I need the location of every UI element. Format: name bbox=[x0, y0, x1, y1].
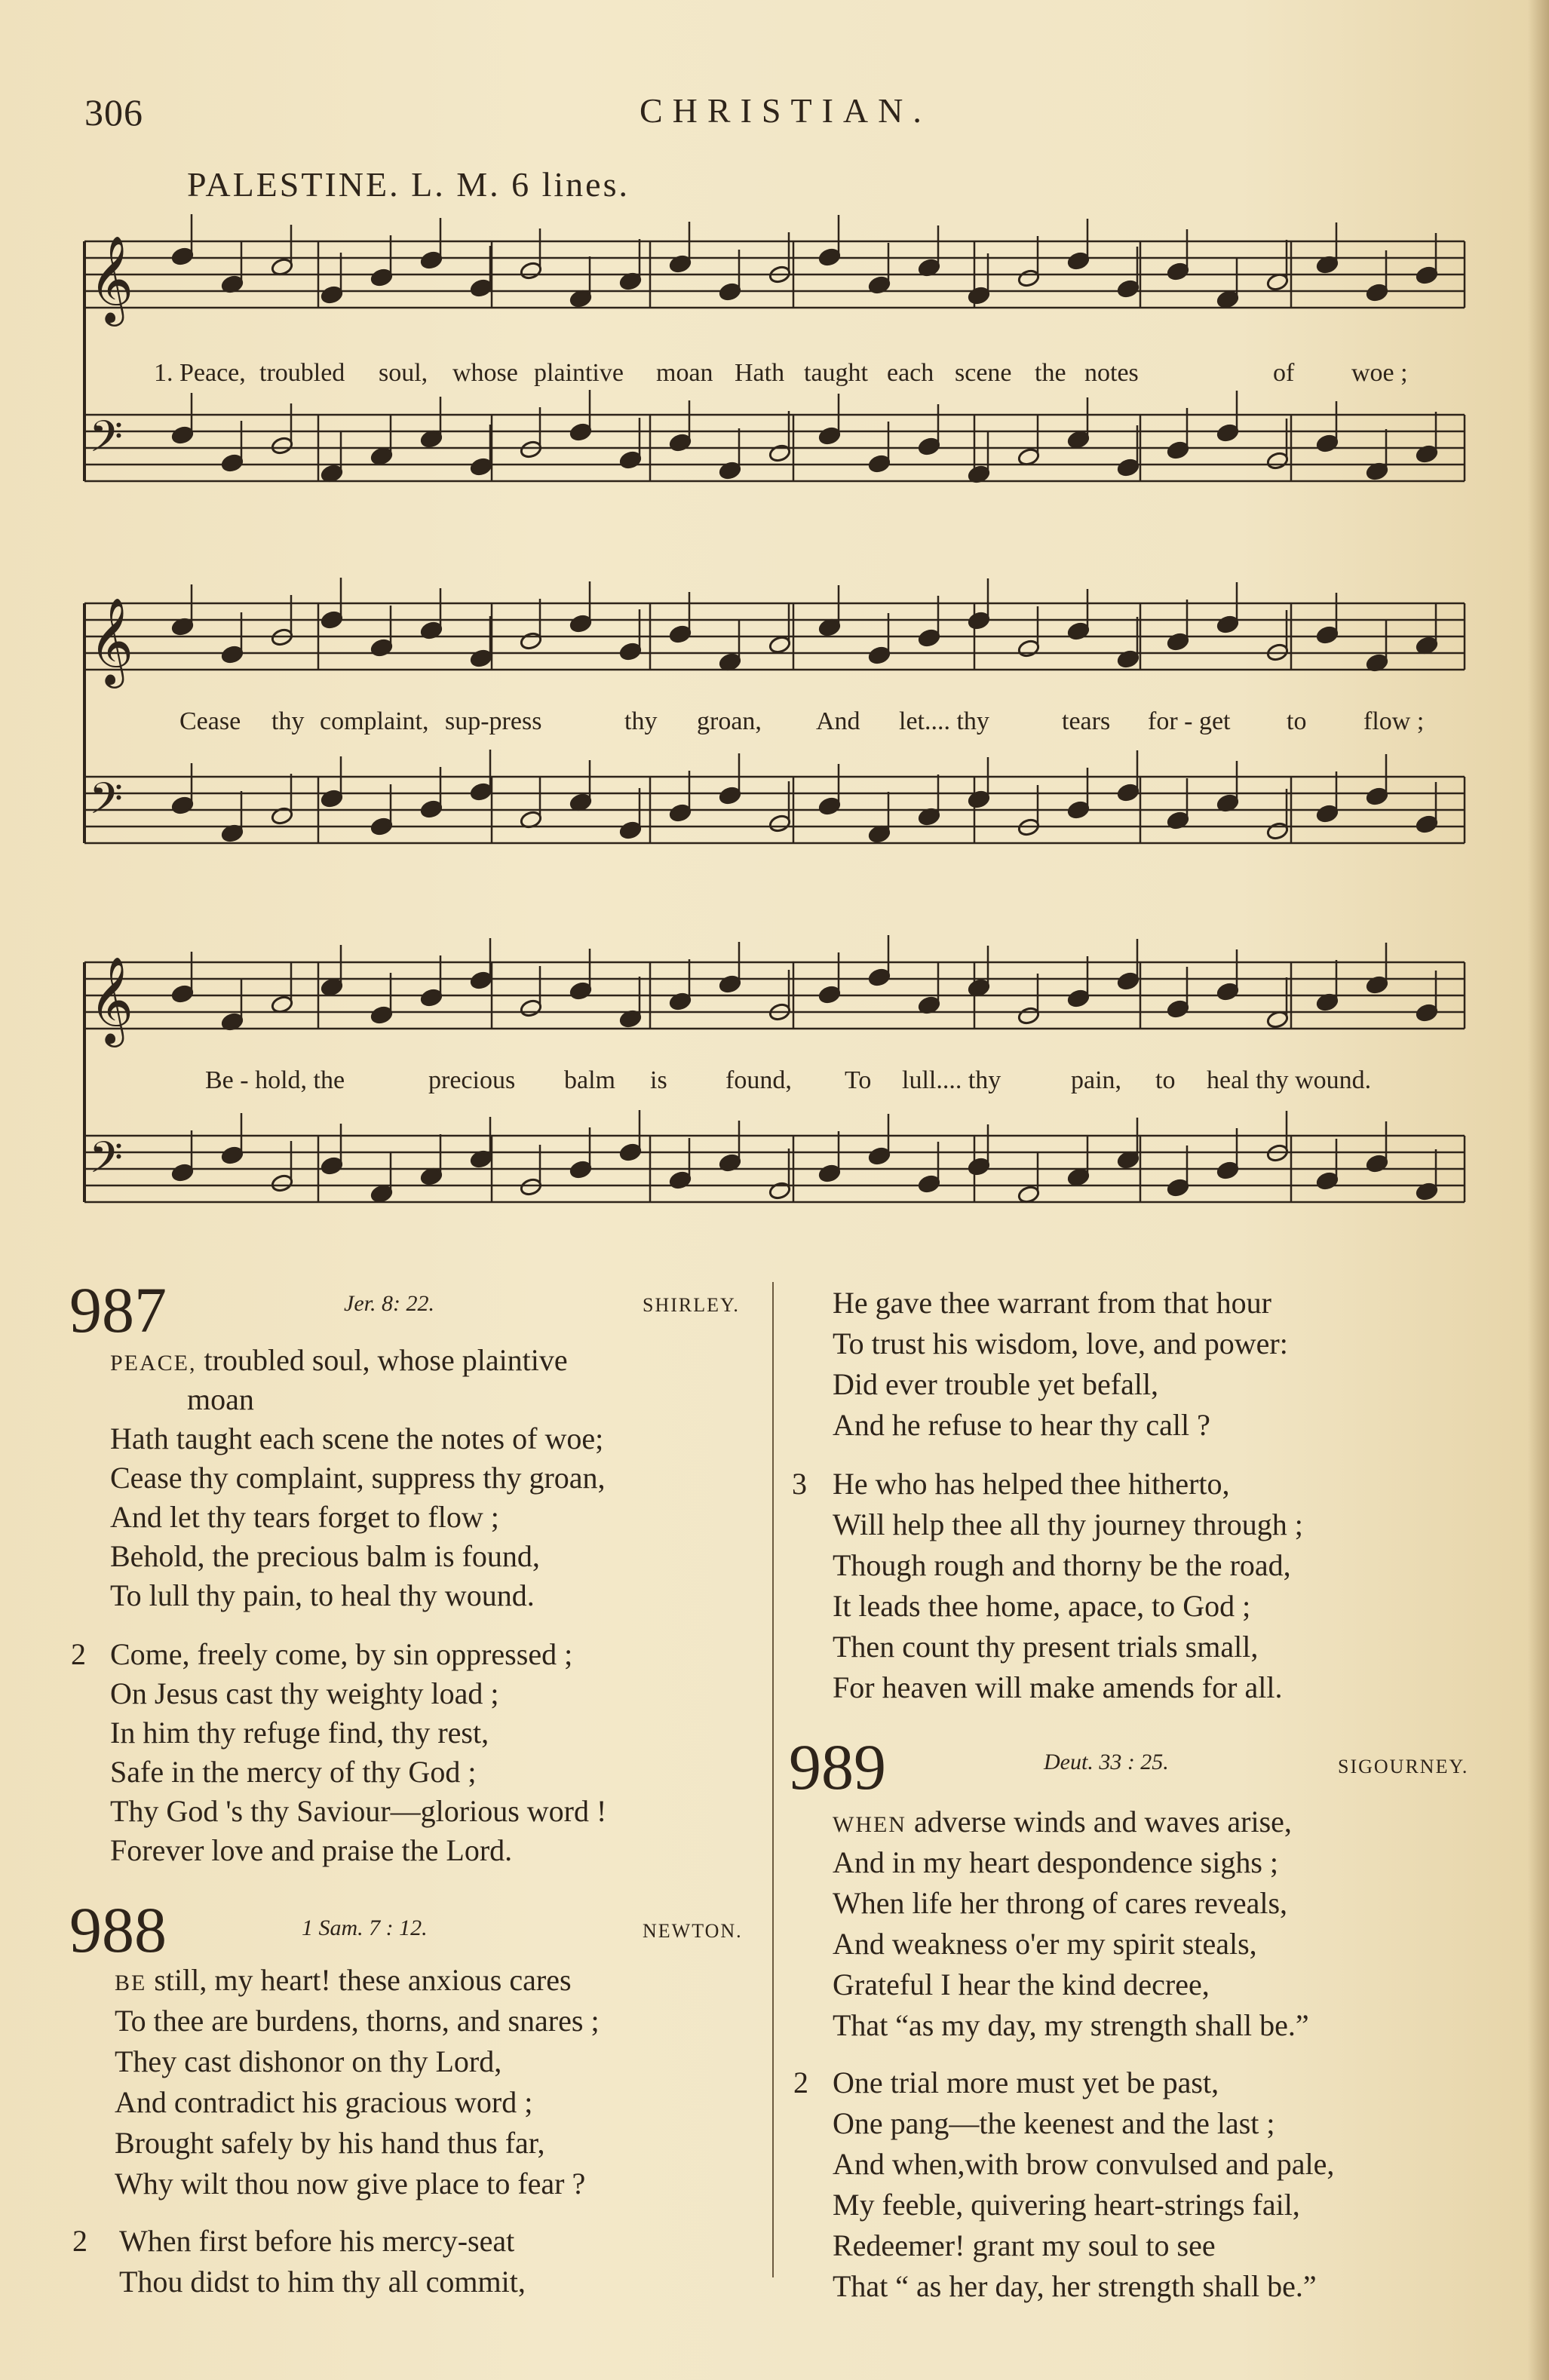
note-head bbox=[221, 453, 244, 473]
lyric-word: of bbox=[1273, 359, 1295, 387]
note-head bbox=[1167, 1178, 1190, 1198]
note-head bbox=[768, 635, 792, 655]
stanza-number: 2 bbox=[72, 2224, 87, 2258]
verse-line: My feeble, quivering heart-strings fail, bbox=[833, 2188, 1300, 2222]
verse-line: moan bbox=[187, 1382, 254, 1416]
note-head bbox=[619, 642, 643, 661]
lyric-word: precious bbox=[428, 1066, 516, 1094]
note-head bbox=[719, 282, 742, 302]
note-head bbox=[321, 285, 344, 305]
lyric-word: moan bbox=[656, 359, 713, 387]
note-head bbox=[1316, 804, 1339, 823]
note-head bbox=[520, 631, 543, 651]
note-head bbox=[1266, 821, 1290, 841]
note-head bbox=[569, 1160, 593, 1179]
treble-clef-icon: 𝄞 bbox=[89, 955, 134, 1044]
verse-line: Cease thy complaint, suppress thy groan, bbox=[110, 1461, 606, 1495]
music-system-1 bbox=[69, 211, 1480, 543]
note-head bbox=[669, 433, 692, 452]
note-head bbox=[321, 977, 344, 997]
note-head bbox=[818, 796, 842, 816]
note-head bbox=[1117, 971, 1140, 991]
note-head bbox=[918, 628, 941, 648]
hymn-author: NEWTON. bbox=[643, 1920, 743, 1942]
hymn-number-987: 987 bbox=[69, 1274, 167, 1346]
verse-line: Forever love and praise the Lord. bbox=[110, 1833, 513, 1867]
note-head bbox=[1167, 440, 1190, 460]
lyric-word: taught bbox=[804, 359, 868, 387]
scripture-reference: 1 Sam. 7 : 12. bbox=[302, 1915, 428, 1940]
note-head bbox=[370, 268, 394, 287]
note-head bbox=[719, 974, 742, 994]
note-head bbox=[370, 817, 394, 836]
hymn-number-989: 989 bbox=[789, 1731, 886, 1803]
verse-line: When first before his mercy-seat bbox=[119, 2224, 515, 2258]
verse-line: Come, freely come, by sin oppressed ; bbox=[110, 1637, 573, 1671]
note-head bbox=[470, 649, 493, 668]
lyric-word: Be - hold, the bbox=[205, 1066, 345, 1094]
note-head bbox=[1216, 1161, 1240, 1180]
note-head bbox=[420, 250, 443, 270]
note-head bbox=[868, 646, 891, 665]
lyric-word: scene bbox=[955, 359, 1012, 387]
note-head bbox=[1067, 800, 1090, 820]
note-head bbox=[1017, 268, 1041, 288]
hymn-author: SHIRLEY. bbox=[643, 1294, 740, 1316]
lyric-word: balm bbox=[564, 1066, 615, 1094]
note-head bbox=[321, 1156, 344, 1176]
lyric-word: tears bbox=[1062, 707, 1111, 735]
verse-line: Redeemer! grant my soul to see bbox=[833, 2228, 1216, 2262]
verse-line: On Jesus cast thy weighty load ; bbox=[110, 1676, 499, 1710]
note-head bbox=[520, 261, 543, 281]
note-head bbox=[1216, 290, 1240, 309]
note-head bbox=[1067, 989, 1090, 1008]
verse-line: To trust his wisdom, love, and power: bbox=[833, 1326, 1288, 1360]
note-head bbox=[768, 443, 792, 463]
lyric-word: the bbox=[1035, 359, 1066, 387]
note-head bbox=[818, 1164, 842, 1183]
note-head bbox=[271, 1173, 294, 1193]
note-head bbox=[1416, 814, 1439, 834]
note-head bbox=[520, 440, 543, 459]
note-head bbox=[520, 998, 543, 1018]
note-head bbox=[420, 988, 443, 1008]
verse-line: And let thy tears forget to flow ; bbox=[110, 1500, 499, 1534]
verse-line: For heaven will make amends for all. bbox=[833, 1670, 1283, 1704]
verse-line: PEACE, troubled soul, whose plaintive bbox=[110, 1343, 568, 1377]
note-head bbox=[918, 1174, 941, 1194]
verse-line: Thou didst to him thy all commit, bbox=[119, 2265, 526, 2299]
note-head bbox=[1416, 265, 1439, 285]
note-head bbox=[1266, 451, 1290, 471]
note-head bbox=[868, 1146, 891, 1166]
lyric-word: And bbox=[816, 707, 860, 735]
note-head bbox=[619, 820, 643, 840]
lyric-word: to bbox=[1287, 707, 1307, 735]
note-head bbox=[1366, 1154, 1389, 1173]
note-head bbox=[669, 624, 692, 644]
treble-clef-icon: 𝄞 bbox=[89, 597, 134, 685]
note-head bbox=[470, 782, 493, 802]
grand-staff-3 bbox=[69, 932, 1480, 1264]
note-head bbox=[1216, 423, 1240, 443]
lyric-word: 1. Peace, bbox=[154, 359, 246, 387]
note-head bbox=[1216, 615, 1240, 634]
note-head bbox=[619, 450, 643, 470]
lyric-word: let.... thy bbox=[899, 707, 989, 735]
note-head bbox=[1216, 982, 1240, 1001]
note-head bbox=[171, 796, 195, 815]
note-head bbox=[968, 286, 991, 305]
verse-line: Did ever trouble yet befall, bbox=[833, 1367, 1159, 1401]
verse-line: Why wilt thou now give place to fear ? bbox=[115, 2167, 586, 2201]
note-head bbox=[868, 968, 891, 987]
note-head bbox=[1067, 1167, 1090, 1187]
lyric-word: found, bbox=[725, 1066, 792, 1094]
verse-line: Thy God 's thy Saviour—glorious word ! bbox=[110, 1794, 607, 1828]
verse-first-word: BE bbox=[115, 1971, 147, 1995]
note-head bbox=[818, 247, 842, 267]
note-head bbox=[918, 437, 941, 456]
note-head bbox=[420, 799, 443, 819]
verse-line: WHEN adverse winds and waves arise, bbox=[833, 1805, 1292, 1839]
note-head bbox=[1067, 251, 1090, 271]
verse-line: And when,with brow convulsed and pale, bbox=[833, 2147, 1335, 2181]
note-head bbox=[818, 985, 842, 1004]
verse-line: Then count thy present trials small, bbox=[833, 1630, 1259, 1664]
note-head bbox=[221, 1146, 244, 1165]
note-head bbox=[370, 638, 394, 658]
note-head bbox=[968, 611, 991, 630]
note-head bbox=[1366, 787, 1389, 806]
note-head bbox=[768, 1181, 792, 1201]
lyric-word: woe ; bbox=[1351, 359, 1408, 387]
note-head bbox=[768, 814, 792, 833]
page-number: 306 bbox=[84, 91, 143, 133]
note-head bbox=[1167, 632, 1190, 652]
column-divider bbox=[772, 1282, 774, 2277]
note-head bbox=[1316, 1171, 1339, 1191]
book-spine-shadow bbox=[1528, 0, 1549, 2380]
treble-clef-icon: 𝄞 bbox=[89, 235, 134, 323]
lyric-word: pain, bbox=[1071, 1066, 1122, 1094]
scripture-reference: Deut. 33 : 25. bbox=[1044, 1750, 1169, 1774]
note-head bbox=[1017, 1006, 1041, 1026]
note-head bbox=[818, 426, 842, 446]
note-head bbox=[171, 247, 195, 266]
note-head bbox=[719, 786, 742, 805]
note-head bbox=[370, 446, 394, 466]
verse-line: Will help thee all thy journey through ; bbox=[833, 1507, 1303, 1541]
music-system-2 bbox=[69, 573, 1480, 905]
note-head bbox=[171, 1163, 195, 1182]
note-head bbox=[868, 454, 891, 474]
note-head bbox=[321, 610, 344, 630]
verse-line: They cast dishonor on thy Lord, bbox=[115, 2044, 502, 2078]
verse-line: Hath taught each scene the notes of woe; bbox=[110, 1422, 604, 1455]
lyric-word: groan, bbox=[697, 707, 762, 735]
lyric-word: thy bbox=[271, 707, 305, 735]
note-head bbox=[569, 614, 593, 633]
verse-line: Though rough and thorny be the road, bbox=[833, 1548, 1291, 1582]
note-head bbox=[569, 422, 593, 442]
note-head bbox=[669, 1170, 692, 1190]
note-head bbox=[1067, 621, 1090, 641]
note-head bbox=[321, 789, 344, 808]
verse-line: Grateful I hear the kind decree, bbox=[833, 1967, 1210, 2001]
verse-line: BE still, my heart! these anxious cares bbox=[115, 1963, 572, 1997]
note-head bbox=[1416, 1003, 1439, 1023]
lyric-word: for - get bbox=[1148, 707, 1231, 735]
music-system-3 bbox=[69, 932, 1480, 1264]
verse-line: One pang—the keenest and the last ; bbox=[833, 2106, 1275, 2140]
verse-first-word: PEACE, bbox=[110, 1351, 197, 1376]
note-head bbox=[520, 1177, 543, 1197]
tune-title: PALESTINE. L. M. 6 lines. bbox=[187, 165, 630, 204]
lyric-word: To bbox=[845, 1066, 872, 1094]
lyric-word: plaintive bbox=[534, 359, 624, 387]
verse-first-word: WHEN bbox=[833, 1812, 906, 1837]
stanza-number: 2 bbox=[793, 2066, 808, 2099]
note-head bbox=[1366, 283, 1389, 302]
note-head bbox=[370, 1005, 394, 1025]
lyric-word: lull.... thy bbox=[902, 1066, 1001, 1094]
note-head bbox=[1117, 458, 1140, 477]
lyric-word: Hath bbox=[735, 359, 785, 387]
lyric-word: complaint, bbox=[320, 707, 429, 735]
lyric-word: each bbox=[887, 359, 934, 387]
verse-line: When life her throng of cares reveals, bbox=[833, 1886, 1288, 1920]
stanza-number: 2 bbox=[71, 1637, 86, 1671]
note-head bbox=[1067, 430, 1090, 449]
lyric-word: thy bbox=[624, 707, 658, 735]
verse-line: To thee are burdens, thorns, and snares ; bbox=[115, 2004, 600, 2038]
note-head bbox=[171, 984, 195, 1004]
verse-line: In him thy refuge find, thy rest, bbox=[110, 1716, 489, 1750]
scripture-reference: Jer. 8: 22. bbox=[344, 1291, 434, 1316]
verse-line: And in my heart despondence sighs ; bbox=[833, 1845, 1278, 1879]
verse-line: One trial more must yet be past, bbox=[833, 2066, 1219, 2099]
lyric-word: troubled bbox=[259, 359, 345, 387]
hymn-author: SIGOURNEY. bbox=[1338, 1756, 1469, 1777]
verse-line: Safe in the mercy of thy God ; bbox=[110, 1755, 477, 1789]
stanza-number: 3 bbox=[792, 1467, 807, 1501]
lyric-word: is bbox=[650, 1066, 667, 1094]
lyric-word: soul, bbox=[379, 359, 428, 387]
verse-line: Behold, the precious balm is found, bbox=[110, 1539, 540, 1573]
lyric-word: notes bbox=[1084, 359, 1139, 387]
note-head bbox=[1167, 999, 1190, 1019]
bass-clef-icon: 𝄢 bbox=[89, 773, 124, 835]
verse-line: And he refuse to hear thy call ? bbox=[833, 1408, 1210, 1442]
lyric-word: sup-press bbox=[445, 707, 542, 735]
bass-clef-icon: 𝄢 bbox=[89, 411, 124, 473]
lyric-word: to bbox=[1155, 1066, 1176, 1094]
note-head bbox=[221, 645, 244, 664]
verse-line: And contradict his gracious word ; bbox=[115, 2085, 533, 2119]
grand-staff-2 bbox=[69, 573, 1480, 905]
note-head bbox=[669, 803, 692, 823]
note-head bbox=[470, 278, 493, 298]
note-head bbox=[271, 436, 294, 455]
section-title: CHRISTIAN. bbox=[640, 91, 931, 130]
verse-line: It leads thee home, apace, to God ; bbox=[833, 1589, 1251, 1623]
note-head bbox=[968, 1157, 991, 1176]
note-head bbox=[1316, 434, 1339, 453]
note-head bbox=[470, 971, 493, 990]
note-head bbox=[1117, 279, 1140, 299]
note-head bbox=[1316, 625, 1339, 645]
verse-line: That “as my day, my strength shall be.” bbox=[833, 2008, 1309, 2042]
verse-line: To lull thy pain, to heal thy wound. bbox=[110, 1578, 535, 1612]
note-head bbox=[569, 981, 593, 1001]
verse-line: He gave thee warrant from that hour bbox=[833, 1286, 1271, 1320]
note-head bbox=[619, 1142, 643, 1162]
verse-line: And weakness o'er my spirit steals, bbox=[833, 1927, 1257, 1961]
lyric-word: heal thy wound. bbox=[1207, 1066, 1372, 1094]
lyric-word: flow ; bbox=[1363, 707, 1425, 735]
bass-clef-icon: 𝄢 bbox=[89, 1132, 124, 1194]
lyric-word: Cease bbox=[179, 707, 241, 735]
note-head bbox=[1017, 639, 1041, 658]
verse-line: That “ as her day, her strength shall be.” bbox=[833, 2269, 1317, 2303]
lyric-word: whose bbox=[452, 359, 518, 387]
hymn-number-988: 988 bbox=[69, 1894, 167, 1966]
note-head bbox=[470, 457, 493, 477]
verse-line: Brought safely by his hand thus far, bbox=[115, 2126, 545, 2160]
note-head bbox=[370, 1184, 394, 1204]
note-head bbox=[1117, 783, 1140, 802]
verse-line: He who has helped thee hitherto, bbox=[833, 1467, 1230, 1501]
note-head bbox=[171, 425, 195, 445]
note-head bbox=[1167, 262, 1190, 281]
